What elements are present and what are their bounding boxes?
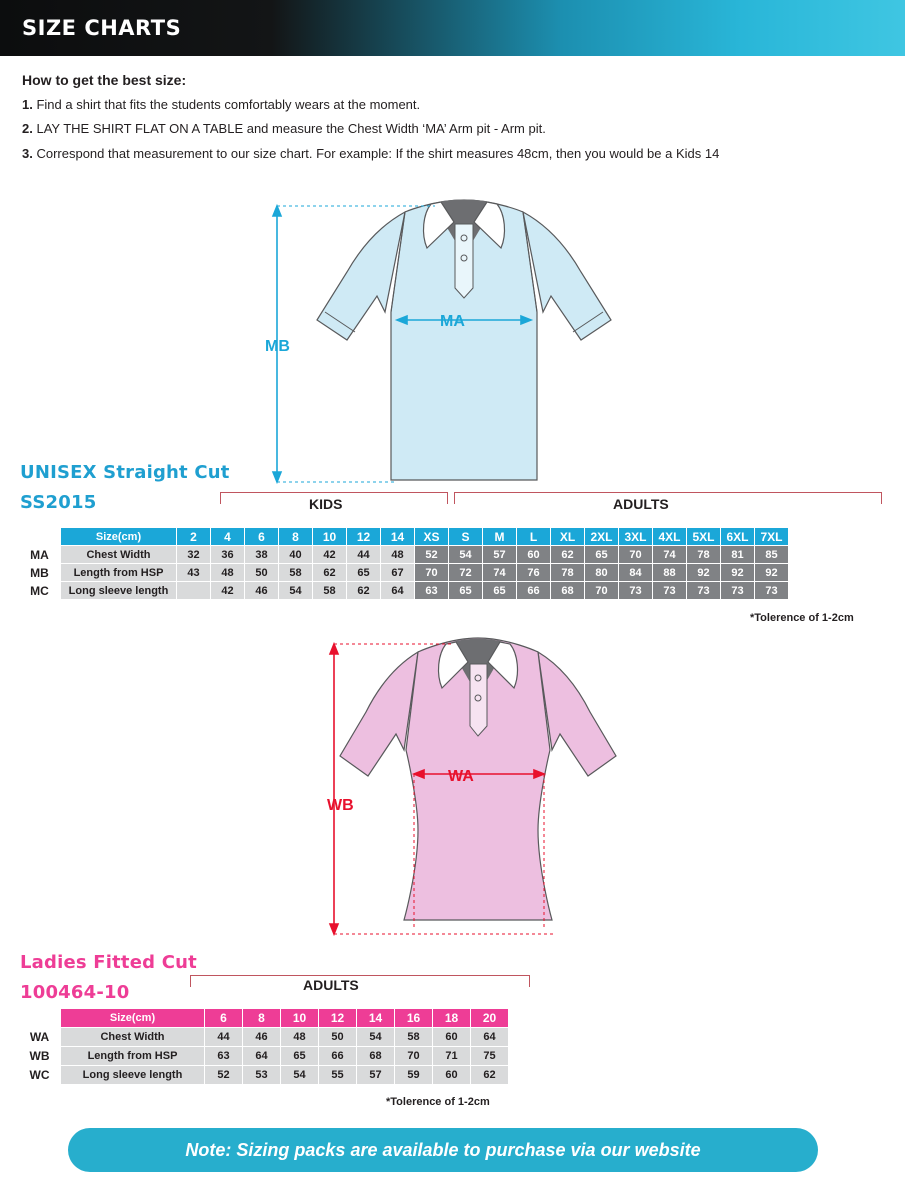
cell-ma-adult-6xl: 81 [721, 546, 755, 564]
cell-mb-adult-7xl: 92 [755, 564, 789, 582]
cell-wb-16: 70 [395, 1047, 433, 1066]
cell-mb-adult-3xl: 84 [619, 564, 653, 582]
cell-mc-adult-xs: 63 [415, 582, 449, 600]
header-size-kids-4: 4 [211, 528, 245, 546]
cell-ma-adult-m: 57 [483, 546, 517, 564]
header-size-cm: Size(cm) [61, 1009, 205, 1028]
instructions-block [22, 72, 882, 170]
header-size-adult-l: L [517, 528, 551, 546]
table-header-row [19, 1009, 509, 1028]
cell-wb-20: 75 [471, 1047, 509, 1066]
row-name-wb: Length from HSP [61, 1047, 205, 1066]
cell-ma-kids-10: 42 [313, 546, 347, 564]
table-row [19, 1028, 509, 1047]
header-size-adult-4xl: 4XL [653, 528, 687, 546]
cell-mb-adult-s: 72 [449, 564, 483, 582]
wb-dimension-label: WB [327, 797, 354, 814]
header-size-adult-m: M [483, 528, 517, 546]
cell-ma-adult-5xl: 78 [687, 546, 721, 564]
cell-wa-16: 58 [395, 1028, 433, 1047]
table-row [19, 582, 789, 600]
header-size-kids-8: 8 [279, 528, 313, 546]
footer-note-banner [68, 1128, 818, 1172]
row-code-ma: MA [19, 546, 61, 564]
wa-dimension-label: WA [448, 768, 474, 785]
cell-mc-adult-l: 66 [517, 582, 551, 600]
cell-ma-adult-7xl: 85 [755, 546, 789, 564]
cell-mb-adult-6xl: 92 [721, 564, 755, 582]
cell-mc-kids-12: 62 [347, 582, 381, 600]
header-size-adult-7xl: 7XL [755, 528, 789, 546]
instruction-step [22, 121, 882, 137]
cell-wb-8: 64 [243, 1047, 281, 1066]
header-size-cm: Size(cm) [61, 528, 177, 546]
cell-mb-adult-2xl: 80 [585, 564, 619, 582]
cell-mb-adult-l: 76 [517, 564, 551, 582]
cell-wb-6: 63 [205, 1047, 243, 1066]
ladies-title-code: 100464-10 [20, 981, 130, 1003]
header-size-adult-xs: XS [415, 528, 449, 546]
cell-mb-kids-10: 62 [313, 564, 347, 582]
row-code-mc: MC [19, 582, 61, 600]
cell-mb-kids-4: 48 [211, 564, 245, 582]
header-size-6: 6 [205, 1009, 243, 1028]
cell-mc-kids-14: 64 [381, 582, 415, 600]
cell-mb-adult-m: 74 [483, 564, 517, 582]
header-size-12: 12 [319, 1009, 357, 1028]
unisex-size-table [18, 527, 789, 600]
instruction-step-number: 1. [22, 97, 33, 112]
cell-ma-adult-2xl: 65 [585, 546, 619, 564]
cell-wc-14: 57 [357, 1066, 395, 1085]
ladies-adults-group-label: ADULTS [303, 977, 359, 993]
instruction-step-text: Find a shirt that fits the students comfortably wears at the moment. [36, 97, 421, 112]
cell-mc-adult-xl: 68 [551, 582, 585, 600]
cell-wa-6: 44 [205, 1028, 243, 1047]
ma-dimension-label: MA [440, 313, 465, 330]
cell-ma-kids-4: 36 [211, 546, 245, 564]
cell-wb-18: 71 [433, 1047, 471, 1066]
cell-mc-adult-6xl: 73 [721, 582, 755, 600]
cell-ma-adult-l: 60 [517, 546, 551, 564]
header-size-adult-6xl: 6XL [721, 528, 755, 546]
header-size-10: 10 [281, 1009, 319, 1028]
header-blank [19, 528, 61, 546]
cell-wc-12: 55 [319, 1066, 357, 1085]
cell-mb-adult-xl: 78 [551, 564, 585, 582]
header-size-adult-5xl: 5XL [687, 528, 721, 546]
unisex-tolerance-note: *Tolerence of 1-2cm [750, 612, 854, 624]
header-size-adult-xl: XL [551, 528, 585, 546]
cell-ma-adult-s: 54 [449, 546, 483, 564]
cell-mb-kids-12: 65 [347, 564, 381, 582]
row-code-wa: WA [19, 1028, 61, 1047]
ladies-title-line1: Ladies Fitted Cut [20, 952, 197, 973]
cell-mb-kids-6: 50 [245, 564, 279, 582]
cell-mb-adult-5xl: 92 [687, 564, 721, 582]
header-size-kids-2: 2 [177, 528, 211, 546]
cell-mc-kids-10: 58 [313, 582, 347, 600]
row-code-wc: WC [19, 1066, 61, 1085]
header-size-20: 20 [471, 1009, 509, 1028]
row-name-mc: Long sleeve length [61, 582, 177, 600]
cell-mb-kids-8: 58 [279, 564, 313, 582]
cell-ma-adult-xl: 62 [551, 546, 585, 564]
cell-mc-kids-8: 54 [279, 582, 313, 600]
header-size-kids-6: 6 [245, 528, 279, 546]
instruction-step-number: 2. [22, 121, 33, 137]
cell-ma-kids-2: 32 [177, 546, 211, 564]
cell-wa-20: 64 [471, 1028, 509, 1047]
ladies-polo-svg [290, 630, 690, 960]
cell-wb-14: 68 [357, 1047, 395, 1066]
row-name-mb: Length from HSP [61, 564, 177, 582]
cell-wb-12: 66 [319, 1047, 357, 1066]
cell-mb-adult-xs: 70 [415, 564, 449, 582]
cell-mc-adult-5xl: 73 [687, 582, 721, 600]
cell-wa-10: 48 [281, 1028, 319, 1047]
cell-wc-20: 62 [471, 1066, 509, 1085]
cell-ma-kids-6: 38 [245, 546, 279, 564]
adults-group-label: ADULTS [613, 496, 669, 512]
ladies-adults-group-bracket [190, 975, 530, 987]
instruction-step [22, 146, 882, 162]
table-row [19, 564, 789, 582]
cell-ma-kids-14: 48 [381, 546, 415, 564]
header-blank [19, 1009, 61, 1028]
ladies-polo-illustration [290, 630, 690, 960]
cell-wc-6: 52 [205, 1066, 243, 1085]
footer-note-text: Note: Sizing packs are available to purchase via our website [185, 1139, 701, 1160]
cell-wc-8: 53 [243, 1066, 281, 1085]
instruction-step-text: Correspond that measurement to our size chart. For example: If the shirt measures 48cm, then you would be a Kids 14 [36, 145, 720, 161]
cell-ma-adult-3xl: 70 [619, 546, 653, 564]
cell-mc-adult-s: 65 [449, 582, 483, 600]
header-size-adult-s: S [449, 528, 483, 546]
table-row [19, 1047, 509, 1066]
table-row [19, 1066, 509, 1085]
cell-mc-adult-7xl: 73 [755, 582, 789, 600]
cell-mb-kids-14: 67 [381, 564, 415, 582]
cell-wc-16: 59 [395, 1066, 433, 1085]
ladies-size-table [18, 1008, 509, 1085]
instruction-step-number: 3. [22, 145, 33, 161]
unisex-section-title [20, 458, 230, 517]
instruction-step-text: LAY THE SHIRT FLAT ON A TABLE and measure the Chest Width ‘MA’ Arm pit - Arm pit. [36, 121, 546, 137]
cell-mc-adult-m: 65 [483, 582, 517, 600]
header-size-14: 14 [357, 1009, 395, 1028]
table-header-row [19, 528, 789, 546]
unisex-polo-svg [255, 192, 675, 492]
unisex-polo-illustration [255, 192, 675, 492]
cell-mc-adult-3xl: 73 [619, 582, 653, 600]
row-name-wa: Chest Width [61, 1028, 205, 1047]
cell-mb-kids-2: 43 [177, 564, 211, 582]
unisex-title-code: SS2015 [20, 491, 97, 513]
cell-wa-14: 54 [357, 1028, 395, 1047]
row-name-ma: Chest Width [61, 546, 177, 564]
ladies-tolerance-note: *Tolerence of 1-2cm [386, 1096, 490, 1108]
cell-mc-adult-2xl: 70 [585, 582, 619, 600]
cell-mb-adult-4xl: 88 [653, 564, 687, 582]
mb-dimension-label: MB [265, 338, 290, 355]
header-size-18: 18 [433, 1009, 471, 1028]
instructions-heading: How to get the best size: [22, 72, 187, 88]
ladies-section-title [20, 948, 197, 1007]
header-size-kids-14: 14 [381, 528, 415, 546]
cell-wb-10: 65 [281, 1047, 319, 1066]
cell-wa-18: 60 [433, 1028, 471, 1047]
page-header [0, 0, 905, 56]
cell-ma-adult-4xl: 74 [653, 546, 687, 564]
cell-mc-kids-2 [177, 582, 211, 600]
row-code-wb: WB [19, 1047, 61, 1066]
cell-wc-10: 54 [281, 1066, 319, 1085]
cell-mc-kids-6: 46 [245, 582, 279, 600]
row-name-wc: Long sleeve length [61, 1066, 205, 1085]
table-row [19, 546, 789, 564]
unisex-title-line1: UNISEX Straight Cut [20, 462, 230, 483]
cell-wa-8: 46 [243, 1028, 281, 1047]
header-size-adult-2xl: 2XL [585, 528, 619, 546]
page-title: SIZE CHARTS [22, 16, 182, 40]
cell-wa-12: 50 [319, 1028, 357, 1047]
cell-ma-kids-8: 40 [279, 546, 313, 564]
header-size-kids-12: 12 [347, 528, 381, 546]
kids-group-label: KIDS [309, 496, 343, 512]
cell-mc-kids-4: 42 [211, 582, 245, 600]
instruction-step [22, 97, 882, 113]
header-size-16: 16 [395, 1009, 433, 1028]
header-size-kids-10: 10 [313, 528, 347, 546]
header-size-adult-3xl: 3XL [619, 528, 653, 546]
row-code-mb: MB [19, 564, 61, 582]
header-size-8: 8 [243, 1009, 281, 1028]
cell-mc-adult-4xl: 73 [653, 582, 687, 600]
cell-wc-18: 60 [433, 1066, 471, 1085]
cell-ma-kids-12: 44 [347, 546, 381, 564]
cell-ma-adult-xs: 52 [415, 546, 449, 564]
